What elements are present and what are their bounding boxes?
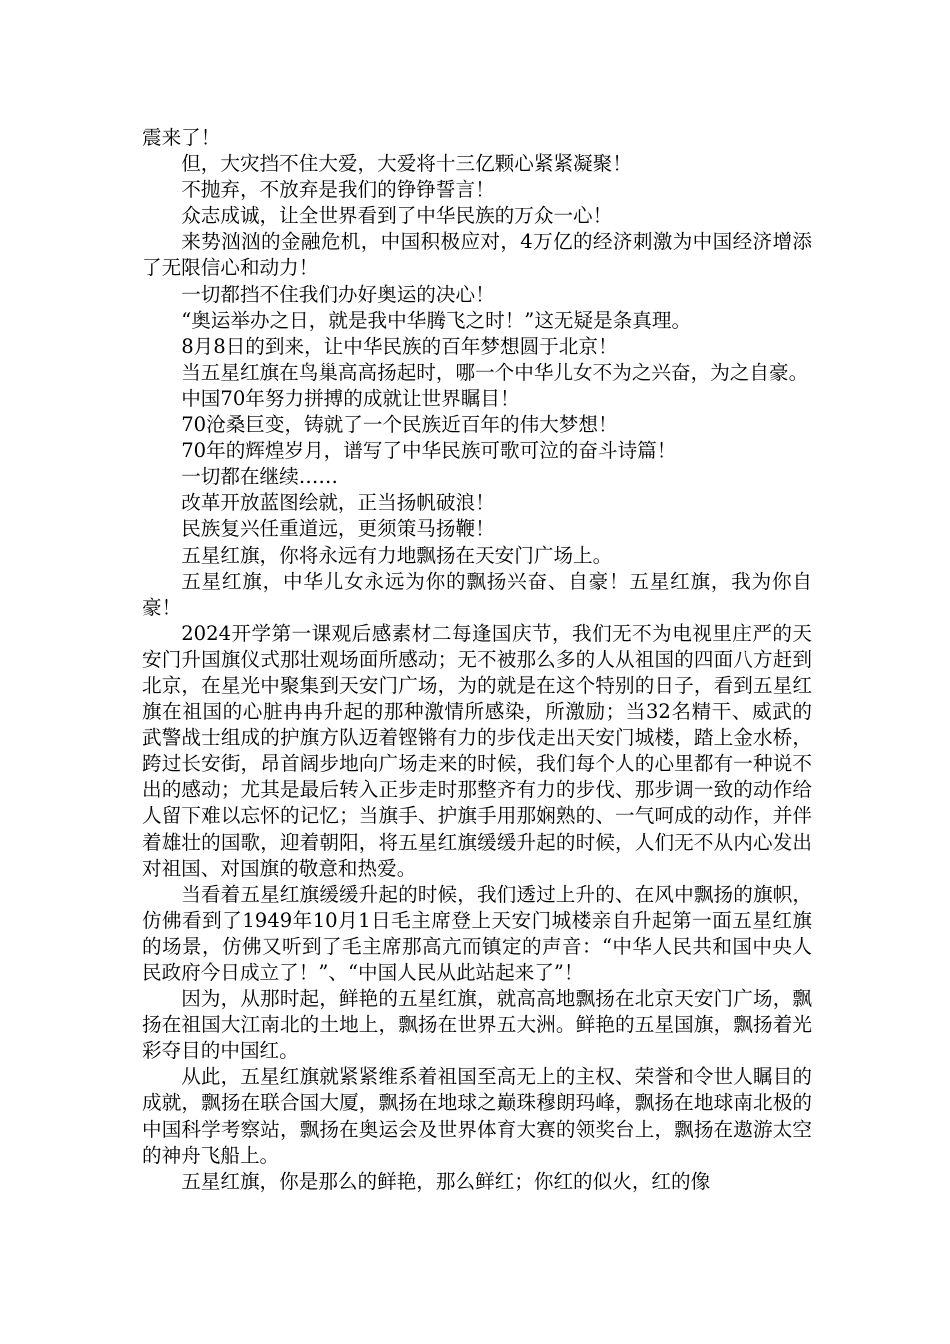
- paragraph: 但，大灾挡不住大爱，大爱将十三亿颗心紧紧凝聚！: [181, 152, 632, 176]
- paragraph: 70沧桑巨变，铸就了一个民族近百年的伟大梦想！: [181, 413, 618, 437]
- paragraph: 8月8日的到来，让中华民族的百年梦想圆于北京！: [181, 334, 618, 358]
- paragraph: 五星红旗，你是那么的鲜艳，那么鲜红；你红的似火，红的像: [181, 1169, 711, 1193]
- paragraph: 从此，五星红旗就紧紧维系着祖国至高无上的主权、荣誉和令世人瞩目的成就，飘扬在联合国大厦，飘扬在地球之巅珠穆朗玛峰，飘扬在地球南北极的中国科学考察站，飘扬在奥运会及世界体育大赛的领奖台上，飘扬在遨游太空的神舟飞船上。: [142, 1065, 812, 1167]
- paragraph: 民族复兴任重道远，更须策马扬鞭！: [181, 517, 495, 541]
- paragraph: 当看着五星红旗缓缓升起的时候，我们透过上升的、在风中飘扬的旗帜，仿佛看到了1949年10月1日毛主席登上天安门城楼亲自升起第一面五星红旗的场景，仿佛又听到了毛主席那高亢而镇定的声音：“中华人民共和国中央人民政府今日成立了！”、“中国人民从此站起来了”！: [142, 882, 812, 984]
- paragraph: 改革开放蓝图绘就，正当扬帆破浪！: [181, 491, 495, 515]
- paragraph: 众志成诚，让全世界看到了中华民族的万众一心！: [181, 204, 613, 228]
- document-body: [142, 125, 812, 1195]
- paragraph: 一切都挡不住我们办好奥运的决心！: [181, 282, 495, 306]
- paragraph: 不抛弃，不放弃是我们的铮铮誓言！: [181, 178, 495, 202]
- paragraph: 2024开学第一课观后感素材二每逢国庆节，我们无不为电视里庄严的天安门升国旗仪式那壮观场面所感动；无不被那么多的人从祖国的四面八方赶到北京，在星光中聚集到天安门广场，为的就是在这个特别的日子，看到五星红旗在祖国的心脏冉冉升起的那种激情所感染，所激励；当32名精干、威武的武警战士组成的护旗方队迈着铿锵有力的步伐走出天安门城楼，踏上金水桥，跨过长安街，昂首阔步地向广场走来的时候，我们每个人的心里都有一种说不出的感动；尤其是最后转入正步走时那整齐有力的步伐、那步调一致的动作给人留下难以忘怀的记忆；当旗手、护旗手用那娴熟的、一气呵成的动作，并伴着雄壮的国歌，迎着朝阳，将五星红旗缓缓升起的时候，人们无不从内心发出对祖国、对国旗的敬意和热爱。: [142, 621, 812, 880]
- paragraph: 震来了！: [142, 126, 221, 149]
- paragraph: 70年的辉煌岁月，谱写了中华民族可歌可泣的奋斗诗篇！: [181, 439, 677, 463]
- paragraph: “奥运举办之日，就是我中华腾飞之时！”这无疑是条真理。: [181, 308, 692, 332]
- paragraph: 五星红旗，中华儿女永远为你的飘扬兴奋、自豪！五星红旗，我为你自豪！: [142, 569, 812, 619]
- paragraph: 当五星红旗在鸟巢高高扬起时，哪一个中华儿女不为之兴奋，为之自豪。: [181, 360, 809, 384]
- paragraph: 因为，从那时起，鲜艳的五星红旗，就高高地飘扬在北京天安门广场，飘扬在祖国大江南北的土地上，飘扬在世界五大洲。鲜艳的五星国旗，飘扬着光彩夺目的中国红。: [142, 987, 812, 1063]
- paragraph: 来势汹汹的金融危机，中国积极应对，4万亿的经济刺激为中国经济增添了无限信心和动力！: [142, 230, 812, 280]
- paragraph: 中国70年努力拼搏的成就让世界瞩目！: [181, 386, 520, 410]
- paragraph: 五星红旗，你将永远有力地飘扬在天安门广场上。: [181, 543, 613, 567]
- paragraph: 一切都在继续……: [181, 465, 338, 489]
